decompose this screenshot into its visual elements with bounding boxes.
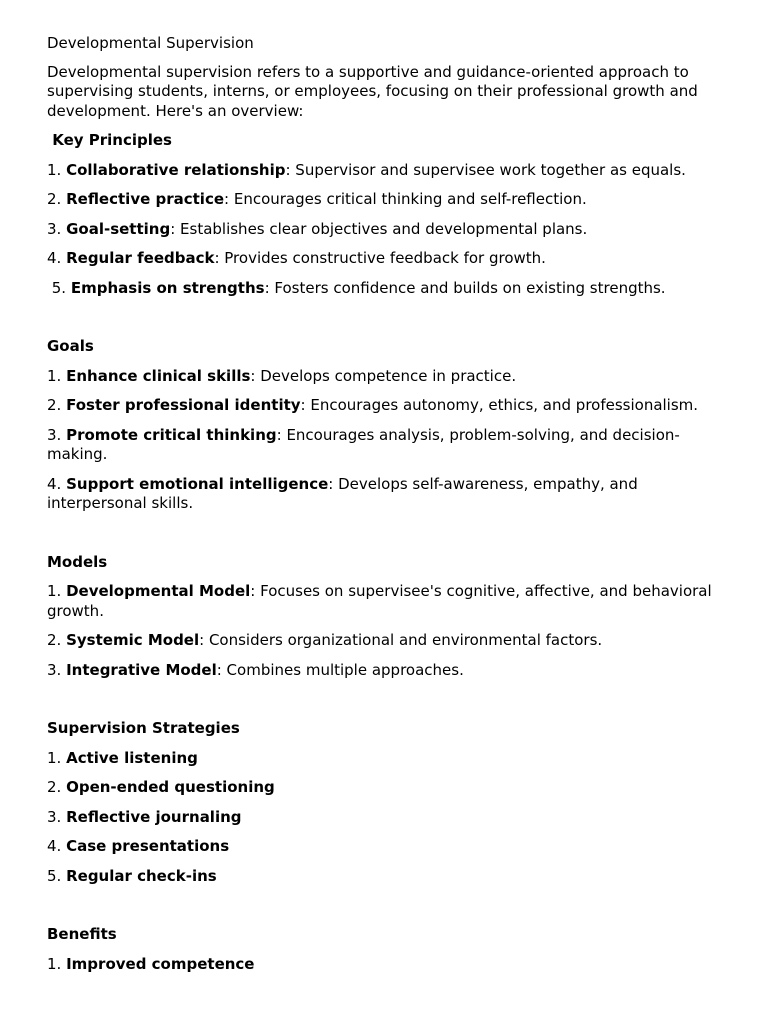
document-title: Developmental Supervision	[47, 34, 254, 52]
list-item: 4. Support emotional intelligence: Develops self-awareness, empathy, and interpersonal skills.	[47, 474, 638, 512]
list-item: 2. Systemic Model: Considers organizational and environmental factors.	[47, 631, 603, 649]
intro-paragraph: Developmental supervision refers to a supportive and guidance-oriented approach to supervising students, interns, or employees, focusing on their professional growth and development. Here's an overview:	[47, 62, 698, 120]
section-heading-supervision-strategies: Supervision Strategies	[47, 719, 240, 737]
list-item: 1. Improved competence	[47, 954, 255, 973]
list-item: 5. Emphasis on strengths: Fosters confidence and builds on existing strengths.	[47, 278, 666, 297]
section-heading-models: Models	[47, 552, 108, 571]
list-item: 3. Goal-setting: Establishes clear objectives and developmental plans.	[47, 219, 588, 238]
list-item: 1. Developmental Model: Focuses on supervisee's cognitive, affective, and behavioral growth.	[47, 582, 712, 620]
section-heading-benefits: Benefits	[47, 925, 117, 943]
list-item: 2. Reflective practice: Encourages critical thinking and self-reflection.	[47, 190, 587, 208]
list-item: 3. Integrative Model: Combines multiple approaches.	[47, 660, 464, 679]
list-item: 3. Reflective journaling	[47, 807, 242, 826]
list-item: 2. Open-ended questioning	[47, 778, 275, 796]
section-heading-key-principles: Key Principles	[47, 131, 172, 149]
list-item: 1. Collaborative relationship: Supervisor and supervisee work together as equals.	[47, 160, 686, 179]
list-item: 1. Enhance clinical skills: Develops competence in practice.	[47, 366, 517, 385]
list-item: 3. Promote critical thinking: Encourages analysis, problem-solving, and decision-making.	[47, 425, 680, 463]
list-item: 2. Foster professional identity: Encourages autonomy, ethics, and professionalism.	[47, 396, 699, 414]
list-item: 4. Regular feedback: Provides constructive feedback for growth.	[47, 249, 546, 267]
section-heading-goals: Goals	[47, 337, 94, 355]
list-item: 5. Regular check-ins	[47, 866, 217, 885]
list-item: 1. Active listening	[47, 748, 198, 767]
list-item: 4. Case presentations	[47, 837, 230, 855]
